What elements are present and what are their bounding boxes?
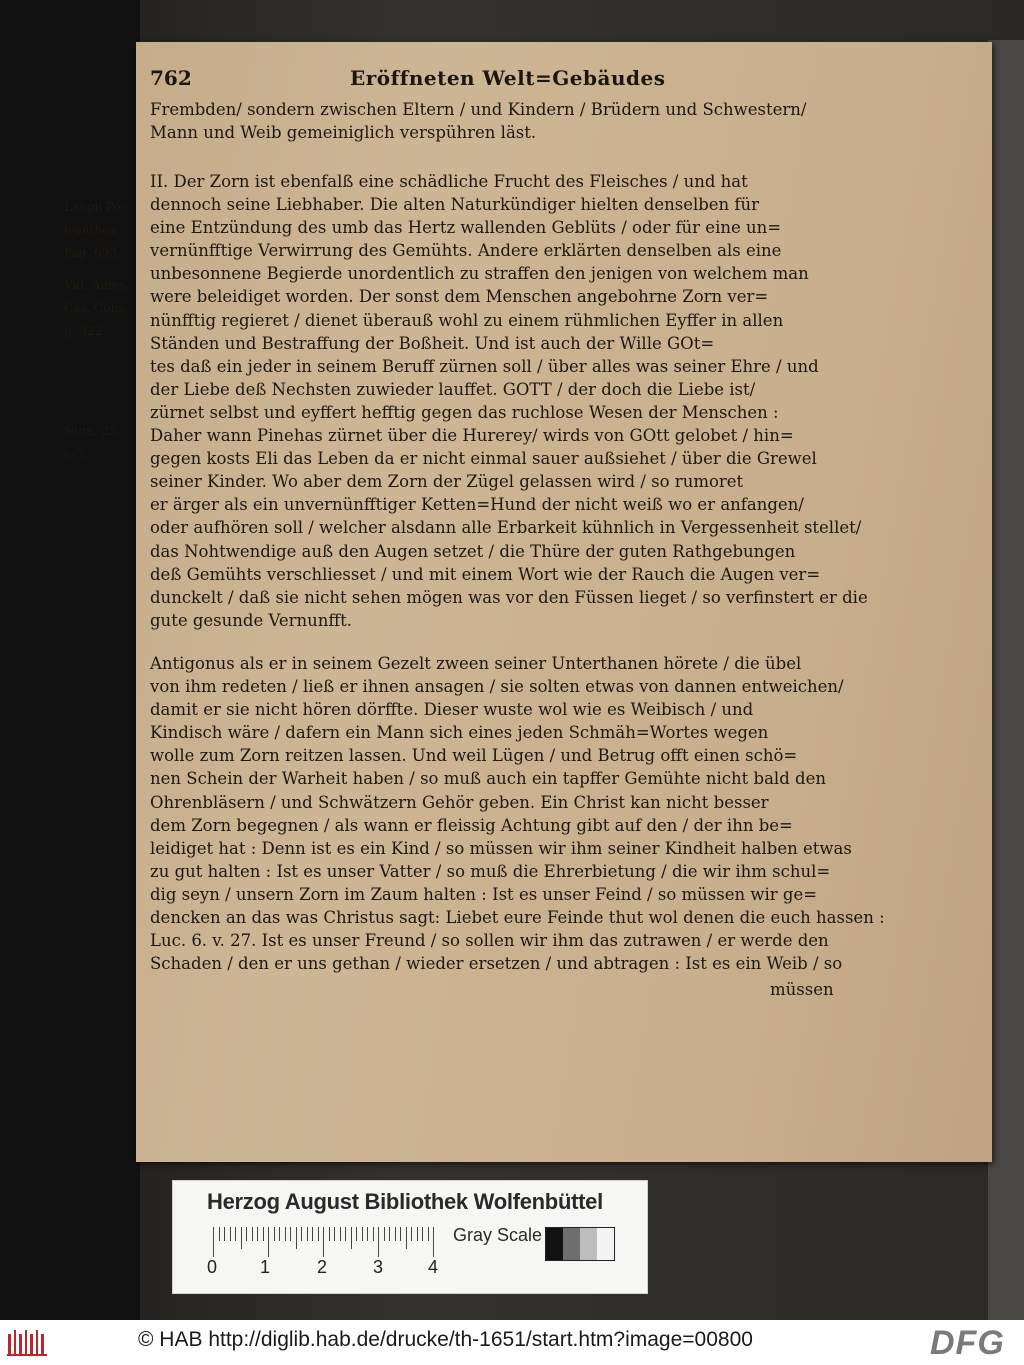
- ruler-minor-tick: [235, 1227, 236, 1241]
- text-line: der Liebe deß Nechsten zuwieder lauffet. GOTT / der doch die Liebe ist/: [150, 379, 756, 399]
- ruler-minor-tick: [428, 1227, 429, 1241]
- margin-note-line: Num. 25.: [64, 424, 121, 438]
- text-line: zu gut halten : Ist es unser Vatter / so muß die Ehrerbietung / die wir ihm schul=: [150, 861, 831, 881]
- text-line: wolle zum Zorn reitzen lassen. Und weil Lügen / und Betrug offt einen schö=: [150, 746, 798, 766]
- catchword: müssen: [770, 980, 834, 999]
- margin-note-line: Cas. Cons.: [64, 301, 129, 315]
- ruler-minor-tick: [318, 1227, 319, 1241]
- text-line: Luc. 6. v. 27. Ist es unser Freund / so sollen wir ihm das zutrawen / er werde den: [150, 931, 829, 951]
- ruler-scale: [213, 1227, 441, 1259]
- color-target-card: [172, 1180, 648, 1294]
- paragraph-antigonus: [150, 652, 885, 975]
- ruler-minor-tick: [241, 1227, 242, 1249]
- text-line: er ärger als ein unvernünfftiger Ketten=Hund der nicht weiß wo er anfangen/: [150, 495, 804, 515]
- text-line: das Nohtwendige auß den Augen setzet / die Thüre der guten Rathgebungen: [150, 541, 796, 561]
- margin-note-ames: [64, 274, 128, 343]
- ruler-minor-tick: [279, 1227, 280, 1241]
- viewer-footer: [0, 1320, 1024, 1365]
- margin-note-line: Langii Po-: [64, 200, 125, 214]
- text-line: Schaden / den er uns gethan / wieder ersetzen / und abtragen : Ist es ein Weib / so: [150, 954, 843, 974]
- ruler-minor-tick: [356, 1227, 357, 1241]
- ruler-minor-tick: [224, 1227, 225, 1241]
- text-line: seiner Kinder. Wo aber dem Zorn der Zügel gelassen wird / so rumoret: [150, 472, 744, 492]
- ruler-minor-tick: [384, 1227, 385, 1241]
- ruler-minor-tick: [252, 1227, 253, 1241]
- ruler-major-tick: [378, 1227, 379, 1257]
- ruler-minor-tick: [351, 1227, 352, 1249]
- text-line: dunckelt / daß sie nicht sehen mögen was vor den Füssen lieget / so verfinstert er die: [150, 587, 868, 607]
- margin-note-langius: [64, 196, 128, 265]
- ruler-minor-tick: [400, 1227, 401, 1241]
- margin-note-line: lyanthea: [64, 223, 117, 237]
- text-line: unbesonnene Begierde unordentlich zu straffen den jenigen von welchem man: [150, 264, 809, 284]
- text-line: Frembden/ sondern zwischen Eltern / und Kindern / Brüdern und Schwestern/: [150, 100, 807, 119]
- page-number: 762: [150, 66, 192, 90]
- library-name: Herzog August Bibliothek Wolfenbüttel: [207, 1189, 603, 1214]
- ruler-number: 0: [207, 1257, 218, 1277]
- ruler-minor-tick: [417, 1227, 418, 1241]
- ruler-minor-tick: [395, 1227, 396, 1241]
- ruler-minor-tick: [362, 1227, 363, 1241]
- ruler-major-tick: [268, 1227, 269, 1257]
- text-line: Antigonus als er in seinem Gezelt zween seiner Unterthanen hörete / die übel: [150, 654, 802, 673]
- page-header: [150, 66, 830, 94]
- ruler-minor-tick: [329, 1227, 330, 1241]
- ruler-minor-tick: [219, 1227, 220, 1241]
- text-line: gegen kosts Eli das Leben da er nicht einmal sauer außsiehet / über die Grewel: [150, 449, 817, 469]
- gray-swatch: [546, 1228, 563, 1260]
- ruler-minor-tick: [257, 1227, 258, 1241]
- ruler-minor-tick: [307, 1227, 308, 1241]
- dfg-logo: DFG: [930, 1324, 1005, 1362]
- text-line: II. Der Zorn ist ebenfalß eine schädliche Frucht des Fleisches / und hat: [150, 172, 748, 191]
- paragraph-anger: [150, 170, 868, 632]
- ruler-major-tick: [323, 1227, 324, 1257]
- text-line: dencken an das was Christus sagt: Liebet eure Feinde thut wol denen die euch hassen :: [150, 908, 885, 928]
- gray-scale-swatches: [545, 1227, 615, 1261]
- ruler-minor-tick: [290, 1227, 291, 1241]
- margin-note-line: p. 322.: [64, 324, 107, 338]
- ruler-major-tick: [213, 1227, 214, 1257]
- text-line: dig seyn / unsern Zorn im Zaum halten : Ist es unser Feind / so müssen wir ge=: [150, 884, 818, 904]
- text-line: Ohrenbläsern / und Schwätzern Gehör geben. Ein Christ kan nicht besser: [150, 792, 769, 812]
- ruler-major-tick: [433, 1227, 434, 1257]
- text-line: oder aufhören soll / welcher alsdann alle Erbarkeit kühnlich in Vergessenheit stellet/: [150, 518, 862, 538]
- text-line: dem Zorn begegnen / als wann er fleissig Achtung gibt auf den / der ihn be=: [150, 815, 793, 835]
- text-line: von ihm redeten / ließ er ihnen ansagen / sie solten etwas von dannen entweichen/: [150, 677, 844, 697]
- ruler-minor-tick: [411, 1227, 412, 1241]
- margin-note-line: Vid. Ames.: [64, 278, 129, 292]
- ruler-minor-tick: [296, 1227, 297, 1249]
- text-line: zürnet selbst und eyffert hefftig gegen das ruchlose Wesen der Menschen :: [150, 402, 779, 422]
- margin-note-line: Pag. 693.: [64, 246, 121, 260]
- ruler-minor-tick: [246, 1227, 247, 1241]
- ruler-minor-tick: [373, 1227, 374, 1241]
- text-line: eine Entzündung des umb das Hertz wallenden Geblüts / oder für eine un=: [150, 218, 782, 238]
- text-line: Mann und Weib gemeiniglich verspühren läst.: [150, 123, 537, 143]
- ruler-minor-tick: [230, 1227, 231, 1241]
- gray-swatch: [563, 1228, 580, 1260]
- margin-note-numbers: [64, 420, 128, 466]
- ruler-minor-tick: [340, 1227, 341, 1241]
- text-line: Ständen und Bestraffung der Boßheit. Und ist auch der Wille GOt=: [150, 333, 715, 353]
- text-line: were beleidiget worden. Der sonst dem Menschen angebohrne Zorn ver=: [150, 287, 769, 307]
- ruler-minor-tick: [312, 1227, 313, 1241]
- copyright-link-text[interactable]: © HAB http://diglib.hab.de/drucke/th-1651/start.htm?image=00800: [138, 1328, 753, 1351]
- ruler-minor-tick: [263, 1227, 264, 1241]
- gray-swatch: [597, 1228, 614, 1260]
- scan-gray-board: [988, 40, 1024, 1320]
- ruler-number: 3: [373, 1257, 384, 1277]
- paragraph-continuation: [150, 98, 830, 144]
- ruler-minor-tick: [389, 1227, 390, 1241]
- margin-note-line: v. 7.: [64, 447, 89, 461]
- ruler-number: 4: [428, 1257, 439, 1277]
- text-line: nen Schein der Warheit haben / so muß auch ein tapffer Gemühte nicht bald den: [150, 769, 826, 789]
- ruler-minor-tick: [345, 1227, 346, 1241]
- gray-scale-label: Gray Scale: [453, 1225, 543, 1245]
- ruler-minor-tick: [285, 1227, 286, 1241]
- ruler-minor-tick: [334, 1227, 335, 1241]
- ruler-minor-tick: [422, 1227, 423, 1241]
- library-barcode-logo-icon: [6, 1328, 50, 1358]
- text-line: damit er sie nicht hören dörffte. Dieser wuste wol wie es Weibisch / und: [150, 700, 754, 720]
- text-line: dennoch seine Liebhaber. Die alten Naturkündiger hielten denselben für: [150, 195, 760, 215]
- ruler-minor-tick: [406, 1227, 407, 1249]
- ruler-minor-tick: [301, 1227, 302, 1241]
- text-line: vernünfftige Verwirrung des Gemühts. Andere erklärten denselben als eine: [150, 241, 782, 261]
- text-line: deß Gemühts verschliesset / und mit einem Wort wie der Rauch die Augen ver=: [150, 564, 821, 584]
- text-line: leidiget hat : Denn ist es ein Kind / so müssen wir ihm seiner Kindheit halben etwas: [150, 838, 852, 858]
- gray-swatch: [580, 1228, 597, 1260]
- ruler-number: 2: [317, 1257, 328, 1277]
- text-line: Kindisch wäre / dafern ein Mann sich eines jeden Schmäh=Wortes wegen: [150, 723, 769, 743]
- text-line: gute gesunde Vernunfft.: [150, 610, 352, 630]
- text-line: tes daß ein jeder in seinem Beruff zürnen soll / über alles was seiner Ehre / und: [150, 356, 819, 376]
- text-line: nünfftig regieret / dienet überauß wohl zu einem rühmlichen Eyffer in allen: [150, 310, 784, 330]
- ruler-number: 1: [260, 1257, 271, 1277]
- text-line: Daher wann Pinehas zürnet über die Hurerey/ wirds von GOtt gelobet / hin=: [150, 426, 794, 446]
- running-head: Eröffneten Welt=Gebäudes: [350, 66, 666, 90]
- ruler-minor-tick: [274, 1227, 275, 1241]
- ruler-minor-tick: [367, 1227, 368, 1241]
